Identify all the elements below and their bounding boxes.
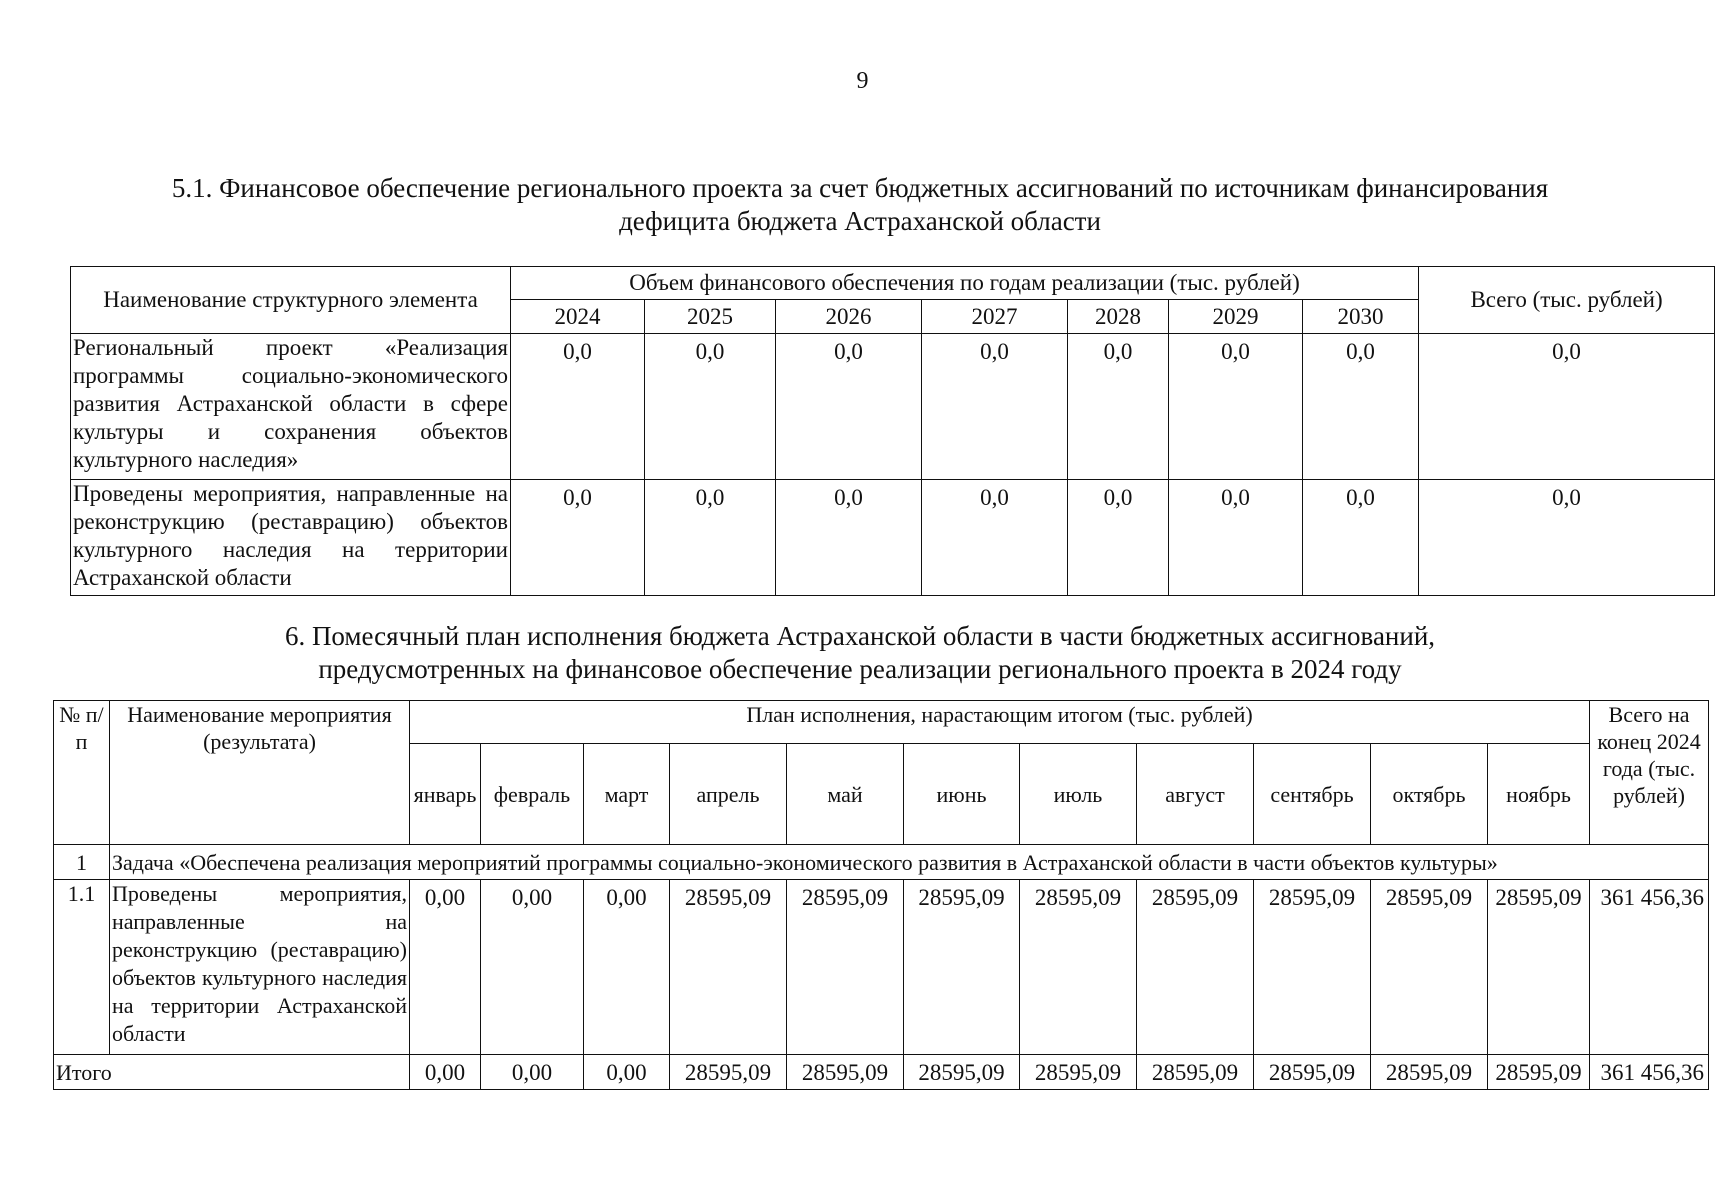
header-month: май [787, 744, 904, 845]
month-value: 0,00 [481, 880, 584, 1055]
item-total: 361 456,36 [1590, 880, 1709, 1055]
header-year: 2025 [645, 300, 776, 334]
table-row [54, 880, 1709, 1055]
table-row [71, 334, 1715, 480]
month-value: 28595,09 [1137, 880, 1254, 1055]
section-6-title-line2: предусмотренных на финансовое обеспечение реализации регионального проекта в 2024 году [318, 654, 1402, 684]
header-month: октябрь [1371, 744, 1488, 845]
total-month-value: 28595,09 [904, 1055, 1020, 1090]
header-structural-element: Наименование структурного элемента [71, 267, 511, 334]
row-name: Проведены мероприятия, направленные на реконструкцию (реставрацию) объектов культурного наследия на территории Астраханской области [71, 480, 511, 596]
task-num: 1 [54, 845, 110, 880]
total-label: Итого [54, 1055, 410, 1090]
total-month-value: 0,00 [481, 1055, 584, 1090]
total-month-value: 0,00 [410, 1055, 481, 1090]
task-row [54, 845, 1709, 880]
table-row [71, 480, 1715, 596]
header-month: ноябрь [1488, 744, 1590, 845]
month-value: 28595,09 [1020, 880, 1137, 1055]
row-total: 0,0 [1419, 334, 1715, 480]
row-value: 0,0 [1303, 480, 1419, 596]
row-total: 0,0 [1419, 480, 1715, 596]
total-month-value: 28595,09 [1254, 1055, 1371, 1090]
row-value: 0,0 [1169, 334, 1303, 480]
item-num: 1.1 [54, 880, 110, 1055]
header-month: январь [410, 744, 481, 845]
total-month-value: 28595,09 [1371, 1055, 1488, 1090]
section-51-title-line2: дефицита бюджета Астраханской области [619, 206, 1101, 236]
header-month: июль [1020, 744, 1137, 845]
total-month-value: 28595,09 [670, 1055, 787, 1090]
header-year: 2028 [1068, 300, 1169, 334]
header-num: № п/п [54, 701, 110, 845]
grand-total: 361 456,36 [1590, 1055, 1709, 1090]
total-month-value: 28595,09 [1137, 1055, 1254, 1090]
header-year: 2026 [776, 300, 922, 334]
month-value: 28595,09 [787, 880, 904, 1055]
month-value: 0,00 [584, 880, 670, 1055]
row-value: 0,0 [1068, 480, 1169, 596]
row-name: Региональный проект «Реализация программы социально-экономического развития Астраханской области в сфере культуры и сохранения объектов культурного наследия» [71, 334, 511, 480]
header-month: июнь [904, 744, 1020, 845]
task-text: Задача «Обеспечена реализация мероприятий программы социально-экономического развития в Астраханской области в части объектов культуры» [110, 845, 1709, 880]
header-year: 2024 [511, 300, 645, 334]
header-total-end-2024: Всего на конец 2024 года (тыс. рублей) [1590, 701, 1709, 845]
total-row [54, 1055, 1709, 1090]
monthly-plan-table [53, 700, 1709, 1090]
header-month: август [1137, 744, 1254, 845]
financing-table [70, 266, 1715, 596]
section-51-title-line1: 5.1. Финансовое обеспечение регионального проекта за счет бюджетных ассигнований по источникам финансирования [171, 173, 1549, 203]
header-month: сентябрь [1254, 744, 1371, 845]
header-month: апрель [670, 744, 787, 845]
month-value: 0,00 [410, 880, 481, 1055]
header-plan: План исполнения, нарастающим итогом (тыс. рублей) [410, 701, 1590, 744]
header-year: 2029 [1169, 300, 1303, 334]
month-value: 28595,09 [1488, 880, 1590, 1055]
row-value: 0,0 [776, 334, 922, 480]
total-month-value: 0,00 [584, 1055, 670, 1090]
row-value: 0,0 [511, 480, 645, 596]
month-value: 28595,09 [1371, 880, 1488, 1055]
header-month: февраль [481, 744, 584, 845]
month-value: 28595,09 [1254, 880, 1371, 1055]
row-value: 0,0 [645, 334, 776, 480]
row-value: 0,0 [922, 480, 1068, 596]
section-6-title-line1: 6. Помесячный план исполнения бюджета Астраханской области в части бюджетных ассигнований, [284, 621, 1436, 651]
total-month-value: 28595,09 [787, 1055, 904, 1090]
total-month-value: 28595,09 [1488, 1055, 1590, 1090]
page-number: 9 [856, 68, 869, 94]
row-value: 0,0 [511, 334, 645, 480]
row-value: 0,0 [922, 334, 1068, 480]
header-month: март [584, 744, 670, 845]
section-6-title [60, 620, 1660, 686]
row-value: 0,0 [1303, 334, 1419, 480]
header-volume-by-years: Объем финансового обеспечения по годам реализации (тыс. рублей) [511, 267, 1419, 300]
row-value: 0,0 [645, 480, 776, 596]
item-name: Проведены мероприятия, направленные на реконструкцию (реставрацию) объектов культурного наследия на территории Астраханской области [110, 880, 410, 1055]
section-51-title [60, 172, 1660, 238]
month-value: 28595,09 [904, 880, 1020, 1055]
month-value: 28595,09 [670, 880, 787, 1055]
row-value: 0,0 [776, 480, 922, 596]
header-activity-name: Наименование мероприятия (результата) [110, 701, 410, 845]
header-year: 2027 [922, 300, 1068, 334]
row-value: 0,0 [1169, 480, 1303, 596]
row-value: 0,0 [1068, 334, 1169, 480]
header-year: 2030 [1303, 300, 1419, 334]
header-total: Всего (тыс. рублей) [1419, 267, 1715, 334]
total-month-value: 28595,09 [1020, 1055, 1137, 1090]
